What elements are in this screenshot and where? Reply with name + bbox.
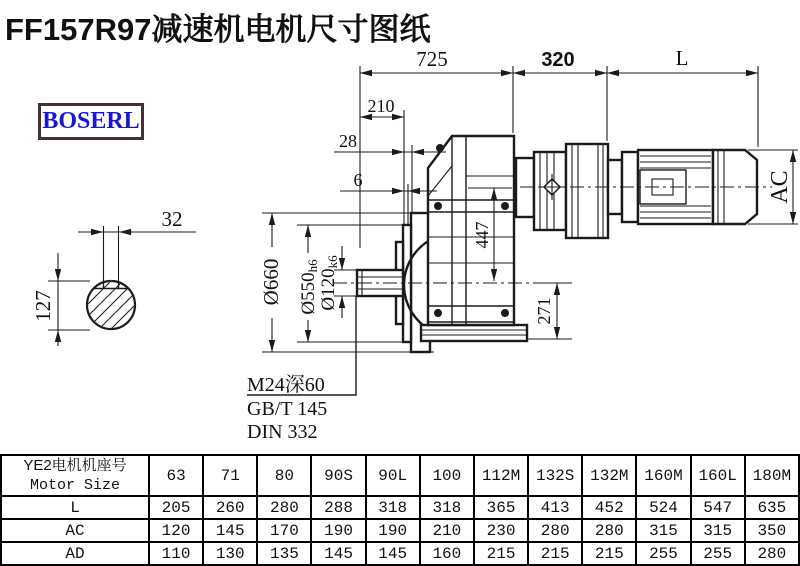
motor-size-col: 71 <box>203 455 257 496</box>
table-cell: 160 <box>420 542 474 565</box>
motor-size-col: 132S <box>528 455 582 496</box>
table-cell: 547 <box>691 496 745 519</box>
table-cell: 135 <box>257 542 311 565</box>
table-cell: 350 <box>745 519 799 542</box>
table-cell: 524 <box>636 496 690 519</box>
dim-550-label: Ø550h6 <box>298 259 320 315</box>
motor-size-col: 90L <box>366 455 420 496</box>
table-cell: 145 <box>311 542 365 565</box>
table-cell: 110 <box>149 542 203 565</box>
table-cell: 205 <box>149 496 203 519</box>
motor-size-col: 160M <box>636 455 690 496</box>
table-cell: 280 <box>257 496 311 519</box>
dim-725-label: 725 <box>416 47 448 71</box>
motor-size-col: 63 <box>149 455 203 496</box>
table-cell: 190 <box>311 519 365 542</box>
motor-size-col: 180M <box>745 455 799 496</box>
row-label: AC <box>1 519 149 542</box>
dim-AC-label: AC <box>767 170 793 204</box>
row-label: AD <box>1 542 149 565</box>
table-cell: 215 <box>582 542 636 565</box>
table-cell: 260 <box>203 496 257 519</box>
table-cell: 452 <box>582 496 636 519</box>
note-m24: M24深60 <box>247 374 325 396</box>
table-cell: 413 <box>528 496 582 519</box>
table-cell: 635 <box>745 496 799 519</box>
note-din332: DIN 332 <box>247 421 318 443</box>
table-cell: 190 <box>366 519 420 542</box>
page-title: FF157R97减速机电机尺寸图纸 <box>5 12 431 47</box>
dim-120-label: Ø120k6 <box>318 255 340 311</box>
table-cell: 230 <box>474 519 528 542</box>
table-row-AD <box>1 542 799 565</box>
table-cell: 365 <box>474 496 528 519</box>
dim-6-label: 6 <box>353 170 363 190</box>
table-header-cell <box>1 455 149 496</box>
table-cell: 170 <box>257 519 311 542</box>
dim-127-label: 127 <box>31 290 55 322</box>
notes <box>247 373 327 443</box>
table-cell: 280 <box>528 519 582 542</box>
table-cell: 318 <box>420 496 474 519</box>
note-gbt145: GB/T 145 <box>247 398 328 420</box>
table-cell: 280 <box>582 519 636 542</box>
table-cell: 145 <box>203 519 257 542</box>
dim-660-label: Ø660 <box>259 258 283 306</box>
motor-size-col: 80 <box>257 455 311 496</box>
table-cell: 288 <box>311 496 365 519</box>
table-cell: 120 <box>149 519 203 542</box>
motor-size-col: 112M <box>474 455 528 496</box>
dim-28-label: 28 <box>339 131 357 151</box>
header-cn: YE2电机机座号 <box>23 457 127 474</box>
dim-L-label: L <box>675 46 689 70</box>
table-cell: 145 <box>366 542 420 565</box>
shaft-section-view <box>55 215 165 397</box>
table-cell: 210 <box>420 519 474 542</box>
boserl-logo: BOSERL <box>38 103 144 140</box>
table-cell: 315 <box>691 519 745 542</box>
table-cell: 130 <box>203 542 257 565</box>
table-cell: 215 <box>528 542 582 565</box>
dim-447-label: 447 <box>472 221 492 249</box>
table-cell: 255 <box>636 542 690 565</box>
table-cell: 215 <box>474 542 528 565</box>
dim-210-label: 210 <box>367 96 395 116</box>
table-cell: 255 <box>691 542 745 565</box>
table-header-row <box>1 455 799 496</box>
motor-size-col: 100 <box>420 455 474 496</box>
coupling-adapter <box>516 144 622 238</box>
table-row-AC <box>1 519 799 542</box>
table-cell: 315 <box>636 519 690 542</box>
header-en: Motor Size <box>29 476 120 494</box>
motor-size-table <box>0 454 800 566</box>
dim-320-label: 320 <box>541 49 575 71</box>
dim-271-label: 271 <box>534 297 554 325</box>
table-cell: 280 <box>745 542 799 565</box>
table-cell: 318 <box>366 496 420 519</box>
table-row-L <box>1 496 799 519</box>
motor-size-col: 132M <box>582 455 636 496</box>
row-label: L <box>1 496 149 519</box>
dim-32-label: 32 <box>161 207 183 231</box>
motor-size-col: 90S <box>311 455 365 496</box>
motor-size-col: 160L <box>691 455 745 496</box>
